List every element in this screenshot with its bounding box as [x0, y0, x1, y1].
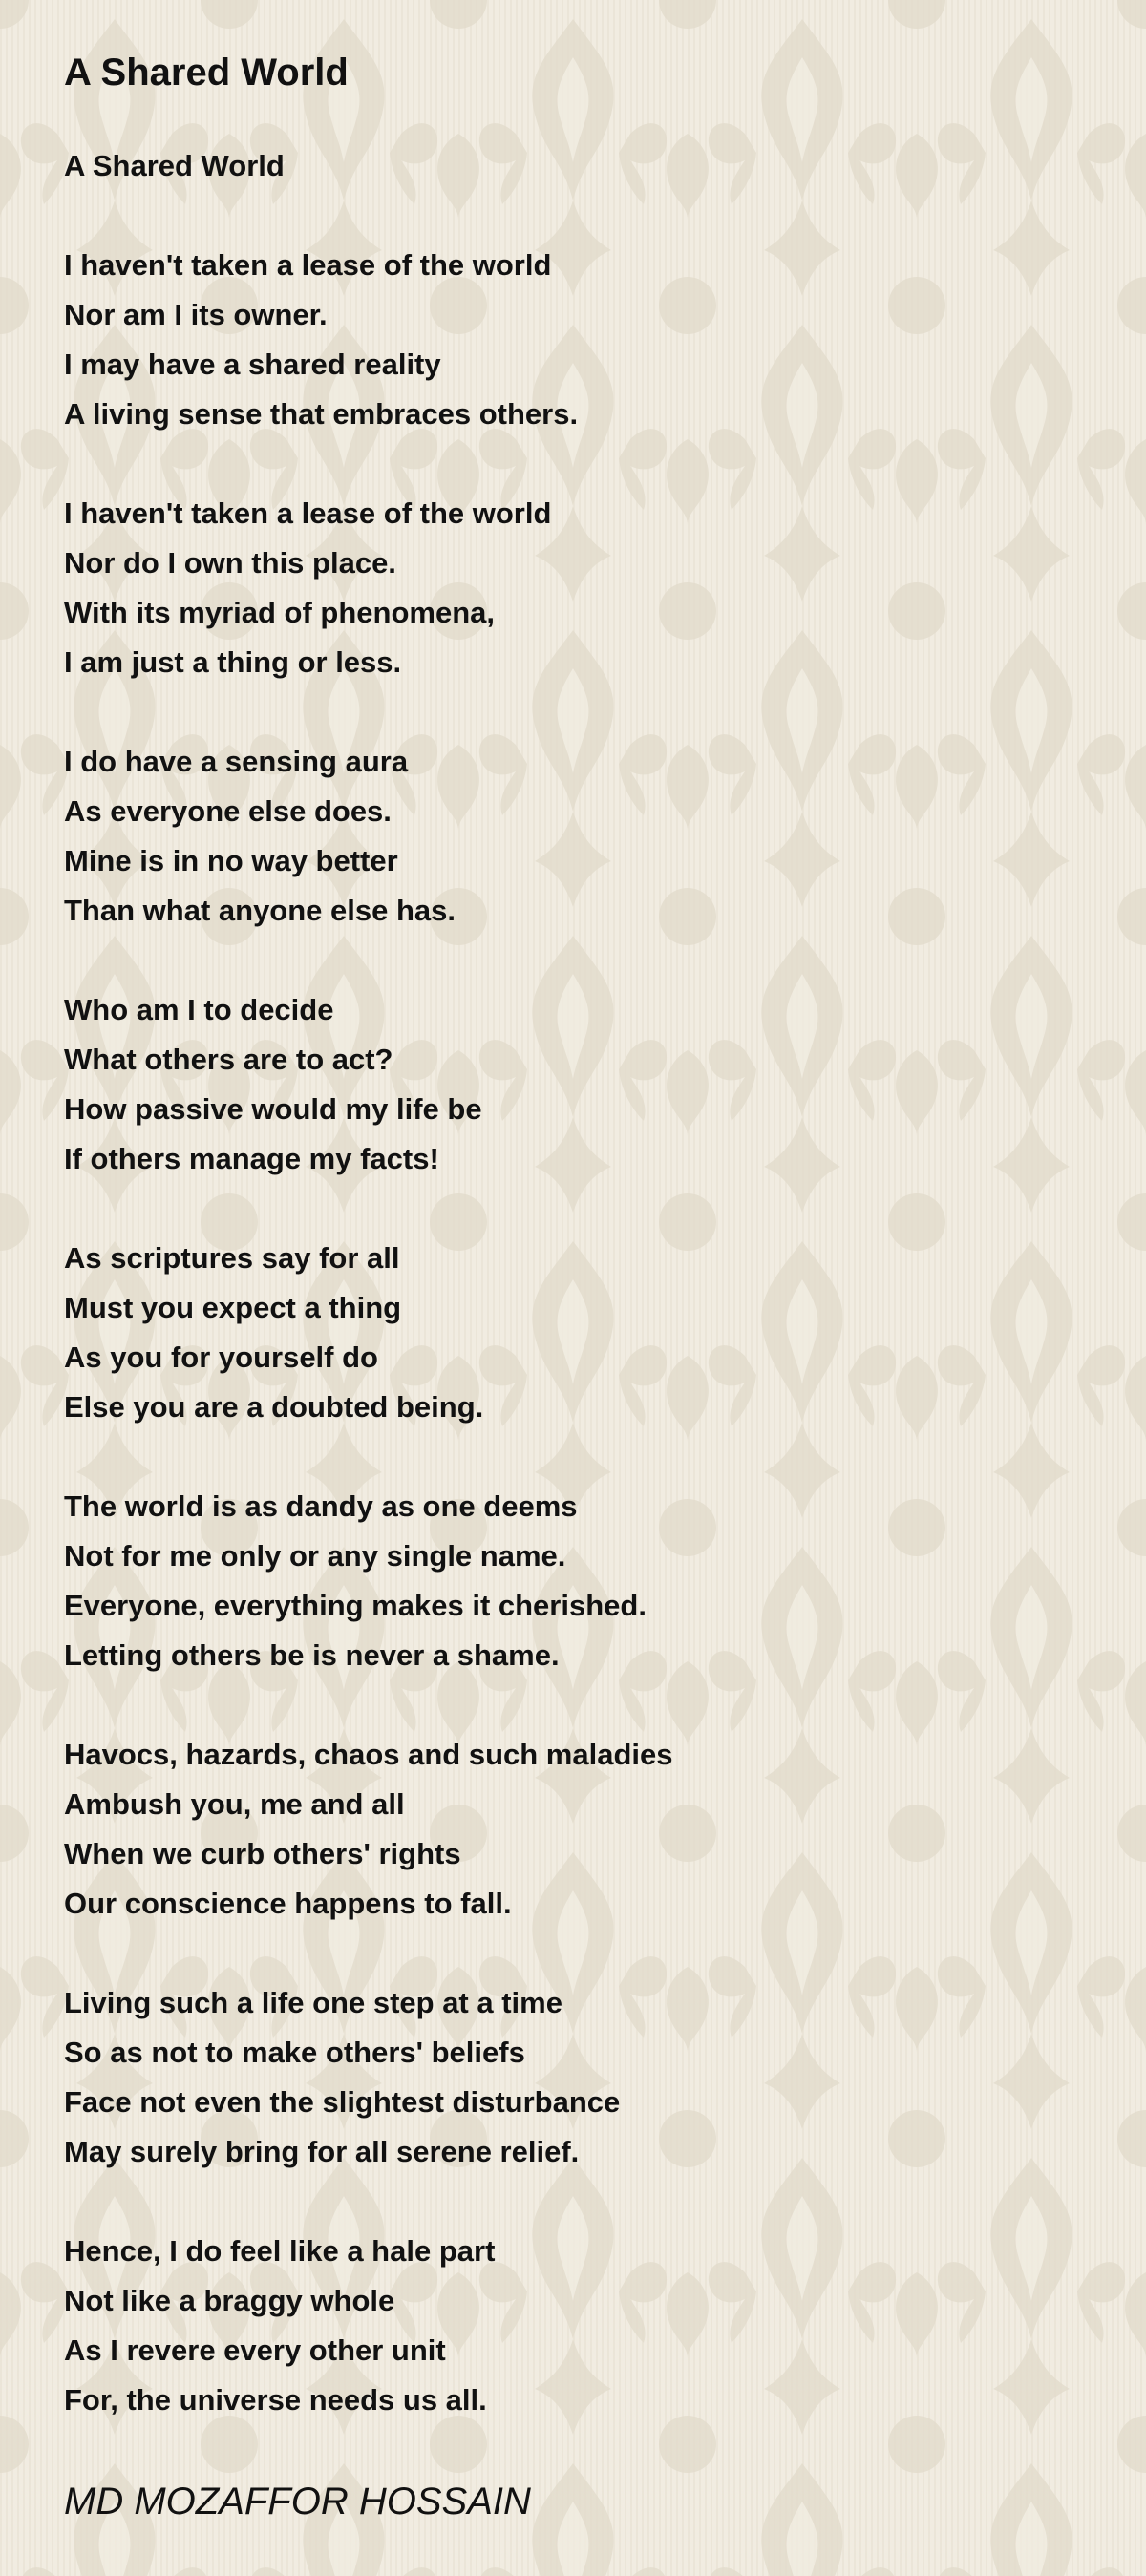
poem-line: Living such a life one step at a time	[64, 1986, 562, 2019]
poem-line: As you for yourself do	[64, 1341, 378, 1374]
poem-line: I am just a thing or less.	[64, 645, 402, 679]
poem-line: I do have a sensing aura	[64, 745, 409, 778]
poem-line: I haven't taken a lease of the world	[64, 496, 552, 530]
poem-line: I may have a shared reality	[64, 348, 441, 381]
poem-line: Letting others be is never a shame.	[64, 1638, 560, 1672]
poem-heading: A Shared World	[64, 149, 285, 182]
poem-line: Ambush you, me and all	[64, 1787, 405, 1821]
poem-line: For, the universe needs us all.	[64, 2383, 487, 2417]
poem-line: So as not to make others' beliefs	[64, 2036, 525, 2069]
poem-line: As I revere every other unit	[64, 2333, 446, 2367]
poem-line: Mine is in no way better	[64, 844, 398, 877]
poem-line: What others are to act?	[64, 1043, 393, 1076]
stanza	[64, 985, 672, 1184]
poem-line: If others manage my facts!	[64, 1142, 439, 1175]
poem-line: Than what anyone else has.	[64, 894, 456, 927]
poem-line: Nor am I its owner.	[64, 298, 328, 331]
stanza	[64, 1978, 672, 2177]
poem-line: May surely bring for all serene relief.	[64, 2135, 580, 2168]
poem-line: Else you are a doubted being.	[64, 1390, 484, 1424]
poem-line: Face not even the slightest disturbance	[64, 2085, 621, 2119]
stanza	[64, 241, 672, 439]
stanza	[64, 1730, 672, 1929]
stanza	[64, 489, 672, 687]
stanza	[64, 1482, 672, 1680]
poem-line: With its myriad of phenomena,	[64, 596, 495, 629]
poem-line: Nor do I own this place.	[64, 546, 396, 580]
page-title: A Shared World	[64, 52, 349, 94]
stanza	[64, 737, 672, 936]
poem-line: The world is as dandy as one deems	[64, 1489, 578, 1523]
poem-line: Not for me only or any single name.	[64, 1539, 566, 1573]
poem-line: Who am I to decide	[64, 993, 334, 1026]
poem-line: When we curb others' rights	[64, 1837, 461, 1870]
poem-line: Hence, I do feel like a hale part	[64, 2234, 496, 2268]
poem-line: How passive would my life be	[64, 1092, 482, 1126]
poem-line: As scriptures say for all	[64, 1241, 400, 1275]
poem-line: As everyone else does.	[64, 794, 392, 828]
author-name: MD MOZAFFOR HOSSAIN	[64, 2481, 531, 2523]
poem-line: Our conscience happens to fall.	[64, 1887, 512, 1920]
poem-line: Not like a braggy whole	[64, 2284, 395, 2317]
poem-line: Havocs, hazards, chaos and such maladies	[64, 1738, 673, 1771]
poem-body	[64, 141, 672, 2425]
stanza	[64, 1234, 672, 1432]
poem-line: I haven't taken a lease of the world	[64, 248, 552, 282]
stanza	[64, 2227, 672, 2425]
poem-line: Must you expect a thing	[64, 1291, 402, 1324]
poem-line: A living sense that embraces others.	[64, 397, 579, 431]
poem-line: Everyone, everything makes it cherished.	[64, 1589, 647, 1622]
